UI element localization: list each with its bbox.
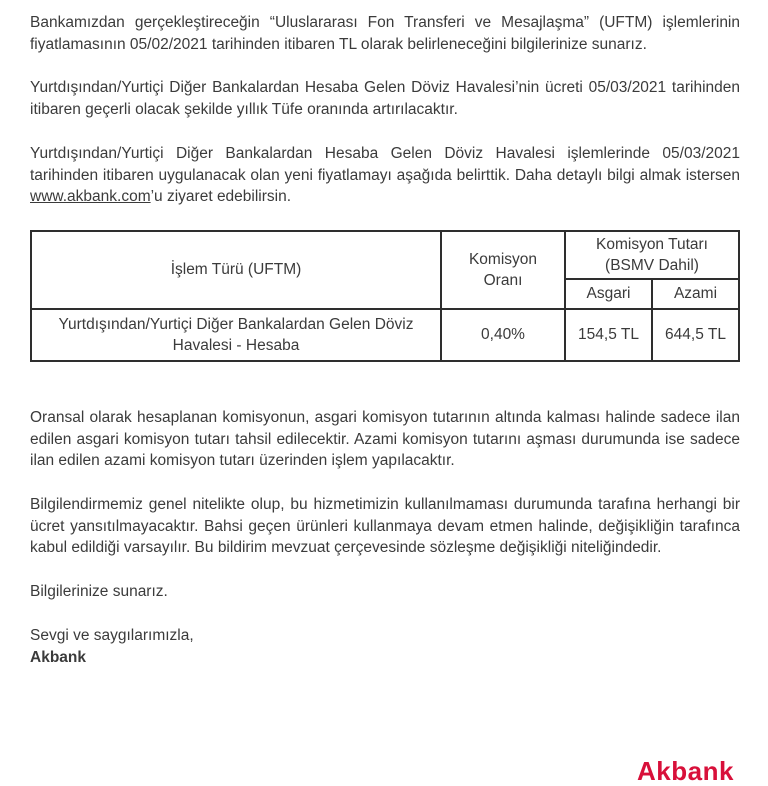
table-row <box>31 309 739 361</box>
header-asgari: Asgari <box>565 279 652 309</box>
paragraph-uftm-pricing: Bankamızdan gerçekleştireceğin “Uluslararası Fon Transferi ve Mesajlaşma” (UFTM) işlemlerinin fiyatlamasının 05/02/2021 tarihinden itibaren TL olarak belirleneceğini bilgilerinize sunarız. <box>30 14 740 53</box>
paragraph-new-pricing-text: Yurtdışından/Yurtiçi Diğer Bankalardan Hesaba Gelen Döviz Havalesi işlemlerinde 05/03/2021 tarihinden itibaren uygulanacak olan yeni fiyatlamayı aşağıda belirttik. Daha detaylı bilgi almak istersen <box>30 144 740 184</box>
signature-akbank: Akbank <box>30 648 86 666</box>
closing-line: Bilgilerinize sunarız. <box>30 583 168 601</box>
akbank-logo: Akbank <box>637 756 734 786</box>
header-azami: Azami <box>652 279 739 309</box>
paragraph-new-pricing <box>30 143 740 208</box>
signoff-line: Sevgi ve saygılarımızla, <box>30 626 194 644</box>
header-komisyon-orani: Komisyon Oranı <box>441 231 565 309</box>
fee-table <box>30 230 740 362</box>
header-komisyon-tutari: Komisyon Tutarı (BSMV Dahil) <box>565 231 739 279</box>
cell-komisyon-orani: 0,40% <box>441 309 565 361</box>
akbank-website-link[interactable]: www.akbank.com <box>30 188 151 206</box>
header-islem-turu: İşlem Türü (UFTM) <box>31 231 441 309</box>
cell-azami-tutar: 644,5 TL <box>652 309 739 361</box>
fee-table-header-row-1 <box>31 231 739 279</box>
cell-asgari-tutar: 154,5 TL <box>565 309 652 361</box>
cell-islem-turu: Yurtdışından/Yurtiçi Diğer Bankalardan Gelen Döviz Havalesi - Hesaba <box>31 309 441 361</box>
paragraph-fee-increase: Yurtdışından/Yurtiçi Diğer Bankalardan Hesaba Gelen Döviz Havalesi’nin ücreti 05/03/2021 tarihinden itibaren geçerli olacak şekilde yıllık Tüfe oranında artırılacaktır. <box>30 79 740 119</box>
signoff-block <box>30 625 740 668</box>
paragraph-legal-notice: Bilgilendirmemiz genel nitelikte olup, bu hizmetimizin kullanılmaması durumunda tarafına herhangi bir ücret yansıtılmayacaktır. Bahsi geçen ürünleri kullanmaya devam etmen halinde, değişikliğin tarafınca kabul edildiği varsayılır. Bu bildirim mevzuat çerçevesinde sözleşme değişikliği niteliğindedir. <box>30 496 740 557</box>
paragraph-min-max-commission: Oransal olarak hesaplanan komisyonun, asgari komisyon tutarının altında kalması halinde sadece ilan edilen asgari komisyon tutarı tahsil edilecektir. Azami komisyon tutarını aşması durumunda ise sadece ilan edilen azami komisyon tutarı üzerinden işlem yapılacaktır. <box>30 408 740 470</box>
paragraph-new-pricing-tail: ’u ziyaret edebilirsin. <box>150 188 292 206</box>
